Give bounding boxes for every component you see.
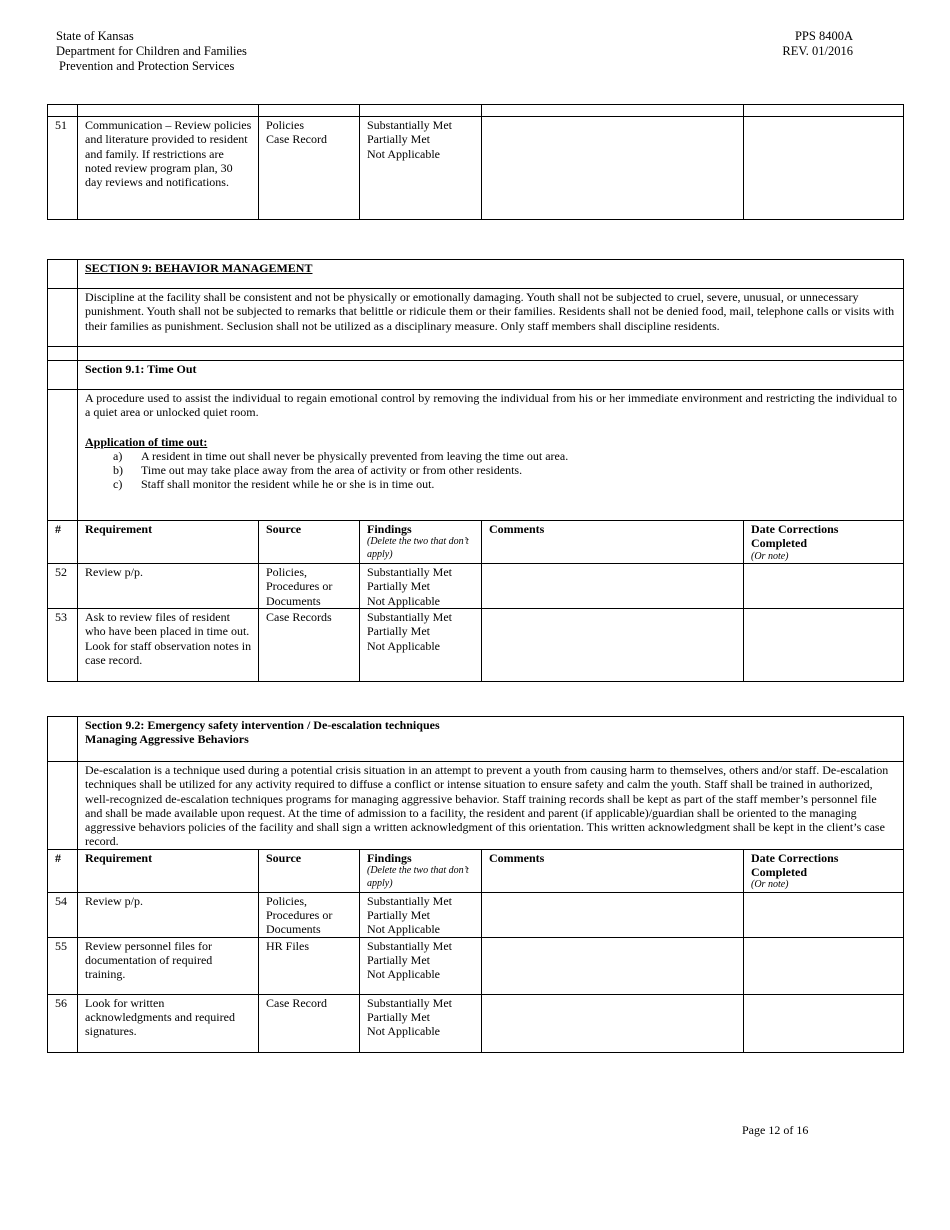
row-findings[interactable]: Substantially Met Partially Met Not Applicable [360, 892, 482, 937]
table-row [48, 608, 904, 681]
header-right [770, 29, 853, 59]
column-header-row [48, 521, 904, 564]
header-department: Department for Children and Families [56, 44, 247, 58]
row-number: 53 [48, 608, 78, 681]
table-section-8-continued [47, 104, 904, 220]
row-comments[interactable] [482, 892, 744, 937]
row-number: 52 [48, 564, 78, 609]
col-header-comments: Comments [482, 849, 744, 892]
list-item [85, 477, 897, 491]
list-text: Time out may take place away from the area of activity or from other residents. [141, 463, 523, 478]
section-9-2-title-row [48, 717, 904, 762]
list-marker: b) [113, 463, 123, 478]
row-date-corrections[interactable] [744, 117, 904, 220]
row-date-corrections[interactable] [744, 608, 904, 681]
list-item [85, 449, 897, 463]
table-header-blank-row [48, 105, 904, 117]
col-header-date-note: (Or note) [751, 879, 789, 891]
row-requirement: Review p/p. [78, 564, 259, 609]
table-row [48, 994, 904, 1052]
col-header-date-corrections: Date Corrections Completed [751, 522, 839, 551]
col-header-findings: Findings [367, 850, 412, 865]
header-state: State of Kansas [56, 29, 134, 43]
table-row [48, 892, 904, 937]
col-header-source: Source [259, 849, 360, 892]
row-findings[interactable]: Substantially Met Partially Met Not Applicable [360, 994, 482, 1052]
table-row [48, 564, 904, 609]
time-out-application-list [85, 449, 897, 492]
list-marker: c) [113, 477, 123, 492]
row-date-corrections[interactable] [744, 564, 904, 609]
row-comments[interactable] [482, 608, 744, 681]
row-requirement: Review p/p. [78, 892, 259, 937]
col-header-findings-note: (Delete the two that don’t apply) [367, 536, 469, 560]
row-findings[interactable]: Substantially Met Partially Met Not Applicable [360, 608, 482, 681]
row-findings[interactable]: Substantially Met Partially Met Not Applicable [360, 564, 482, 609]
row-comments[interactable] [482, 564, 744, 609]
section-9-description: Discipline at the facility shall be consistent and not be physically or emotionally damaging. Youth shall not be subjected to cruel, severe, unusual, or unnecessary punishment. Youth shall not be subjected to remarks that belittle or ridicule them or their families. Residents shall not be denied food, mail, telephone calls or visits with their families as punishment. Seclusion shall not be utilized as a disciplinary measure. Only staff members shall discipline residents. [78, 289, 904, 347]
list-item [85, 463, 897, 477]
header-revision: REV. 01/2016 [782, 44, 853, 58]
header-form-number: PPS 8400A [794, 29, 853, 43]
header-left [56, 29, 247, 74]
row-findings[interactable]: Substantially Met Partially Met Not Applicable [360, 117, 482, 220]
col-header-number: # [48, 849, 78, 892]
section-9-2-description: De-escalation is a technique used during a potential crisis situation in an attempt to prevent a youth from causing harm to themselves, others and/or staff. De-escalation techniques shall be utilized for any activity required to diffuse a conflict or intense situation to ensure safety and calm the youth. Staff shall be trained in authorized, well-recognized de-escalation techniques programs for managing aggressive behavior. Staff training records shall be kept as part of the staff member’s personnel file and shall be made available upon request. At the time of admission to a facility, the resident and parent (if applicable)/guardian shall be oriented to the managing aggressive behaviors policies of the facility and shall sign a written acknowledgment of this orientation. This written acknowledgment shall be kept in the client’s case record. [78, 762, 904, 850]
row-number: 51 [48, 117, 78, 220]
col-header-source: Source [259, 521, 360, 564]
row-source: Policies, Procedures or Documents [259, 564, 360, 609]
section-9-2-subtitle: Managing Aggressive Behaviors [85, 732, 249, 747]
table-section-9-2 [47, 716, 904, 1053]
header-division: Prevention and Protection Services [59, 59, 235, 73]
spacer-row [48, 347, 904, 361]
section-9-1-title-row [48, 361, 904, 390]
col-header-findings: Findings [367, 522, 412, 536]
table-row [48, 937, 904, 994]
section-9-title-row [48, 260, 904, 289]
section-9-1-title: Section 9.1: Time Out [78, 361, 904, 390]
row-requirement: Look for written acknowledgments and required signatures. [78, 994, 259, 1052]
section-9-description-row [48, 289, 904, 347]
row-comments[interactable] [482, 117, 744, 220]
row-number: 56 [48, 994, 78, 1052]
row-requirement: Communication – Review policies and literature provided to resident and family. If restrictions are noted review program plan, 30 day reviews and notifications. [78, 117, 259, 220]
row-source: Case Records [259, 608, 360, 681]
list-marker: a) [113, 448, 123, 463]
table-row [48, 117, 904, 220]
list-text: A resident in time out shall never be physically prevented from leaving the time out area. [141, 448, 569, 463]
row-date-corrections[interactable] [744, 892, 904, 937]
col-header-comments: Comments [482, 521, 744, 564]
col-header-date-note: (Or note) [751, 550, 789, 562]
row-requirement: Ask to review files of resident who have been placed in time out. Look for staff observation notes in case record. [78, 608, 259, 681]
row-requirement: Review personnel files for documentation of required training. [78, 937, 259, 994]
section-9-2-title: Section 9.2: Emergency safety intervention / De-escalation techniques [85, 718, 440, 732]
row-date-corrections[interactable] [744, 994, 904, 1052]
col-header-number: # [48, 521, 78, 564]
col-header-findings-note: (Delete the two that don’t apply) [367, 865, 469, 889]
row-source: Case Record [259, 994, 360, 1052]
row-number: 54 [48, 892, 78, 937]
row-date-corrections[interactable] [744, 937, 904, 994]
row-source: Policies Case Record [259, 117, 360, 220]
col-header-date-corrections: Date Corrections Completed [751, 850, 839, 880]
section-9-1-description: A procedure used to assist the individual to regain emotional control by removing the individual from his or her immediate environment and restricting the individual to a quiet area or unlocked quiet room. [85, 391, 897, 420]
section-9-1-description-row [48, 390, 904, 521]
table-section-9 [47, 259, 904, 682]
row-comments[interactable] [482, 994, 744, 1052]
row-source: Policies, Procedures or Documents [259, 892, 360, 937]
row-comments[interactable] [482, 937, 744, 994]
list-text: Staff shall monitor the resident while he or she is in time out. [141, 477, 435, 492]
col-header-requirement: Requirement [78, 521, 259, 564]
column-header-row [48, 849, 904, 892]
row-number: 55 [48, 937, 78, 994]
section-9-2-description-row [48, 762, 904, 850]
row-findings[interactable]: Substantially Met Partially Met Not Applicable [360, 937, 482, 994]
col-header-requirement: Requirement [78, 849, 259, 892]
time-out-application-title: Application of time out: [85, 434, 208, 449]
section-9-title: SECTION 9: BEHAVIOR MANAGEMENT [78, 260, 904, 289]
page-number: Page 12 of 16 [742, 1123, 809, 1137]
row-source: HR Files [259, 937, 360, 994]
